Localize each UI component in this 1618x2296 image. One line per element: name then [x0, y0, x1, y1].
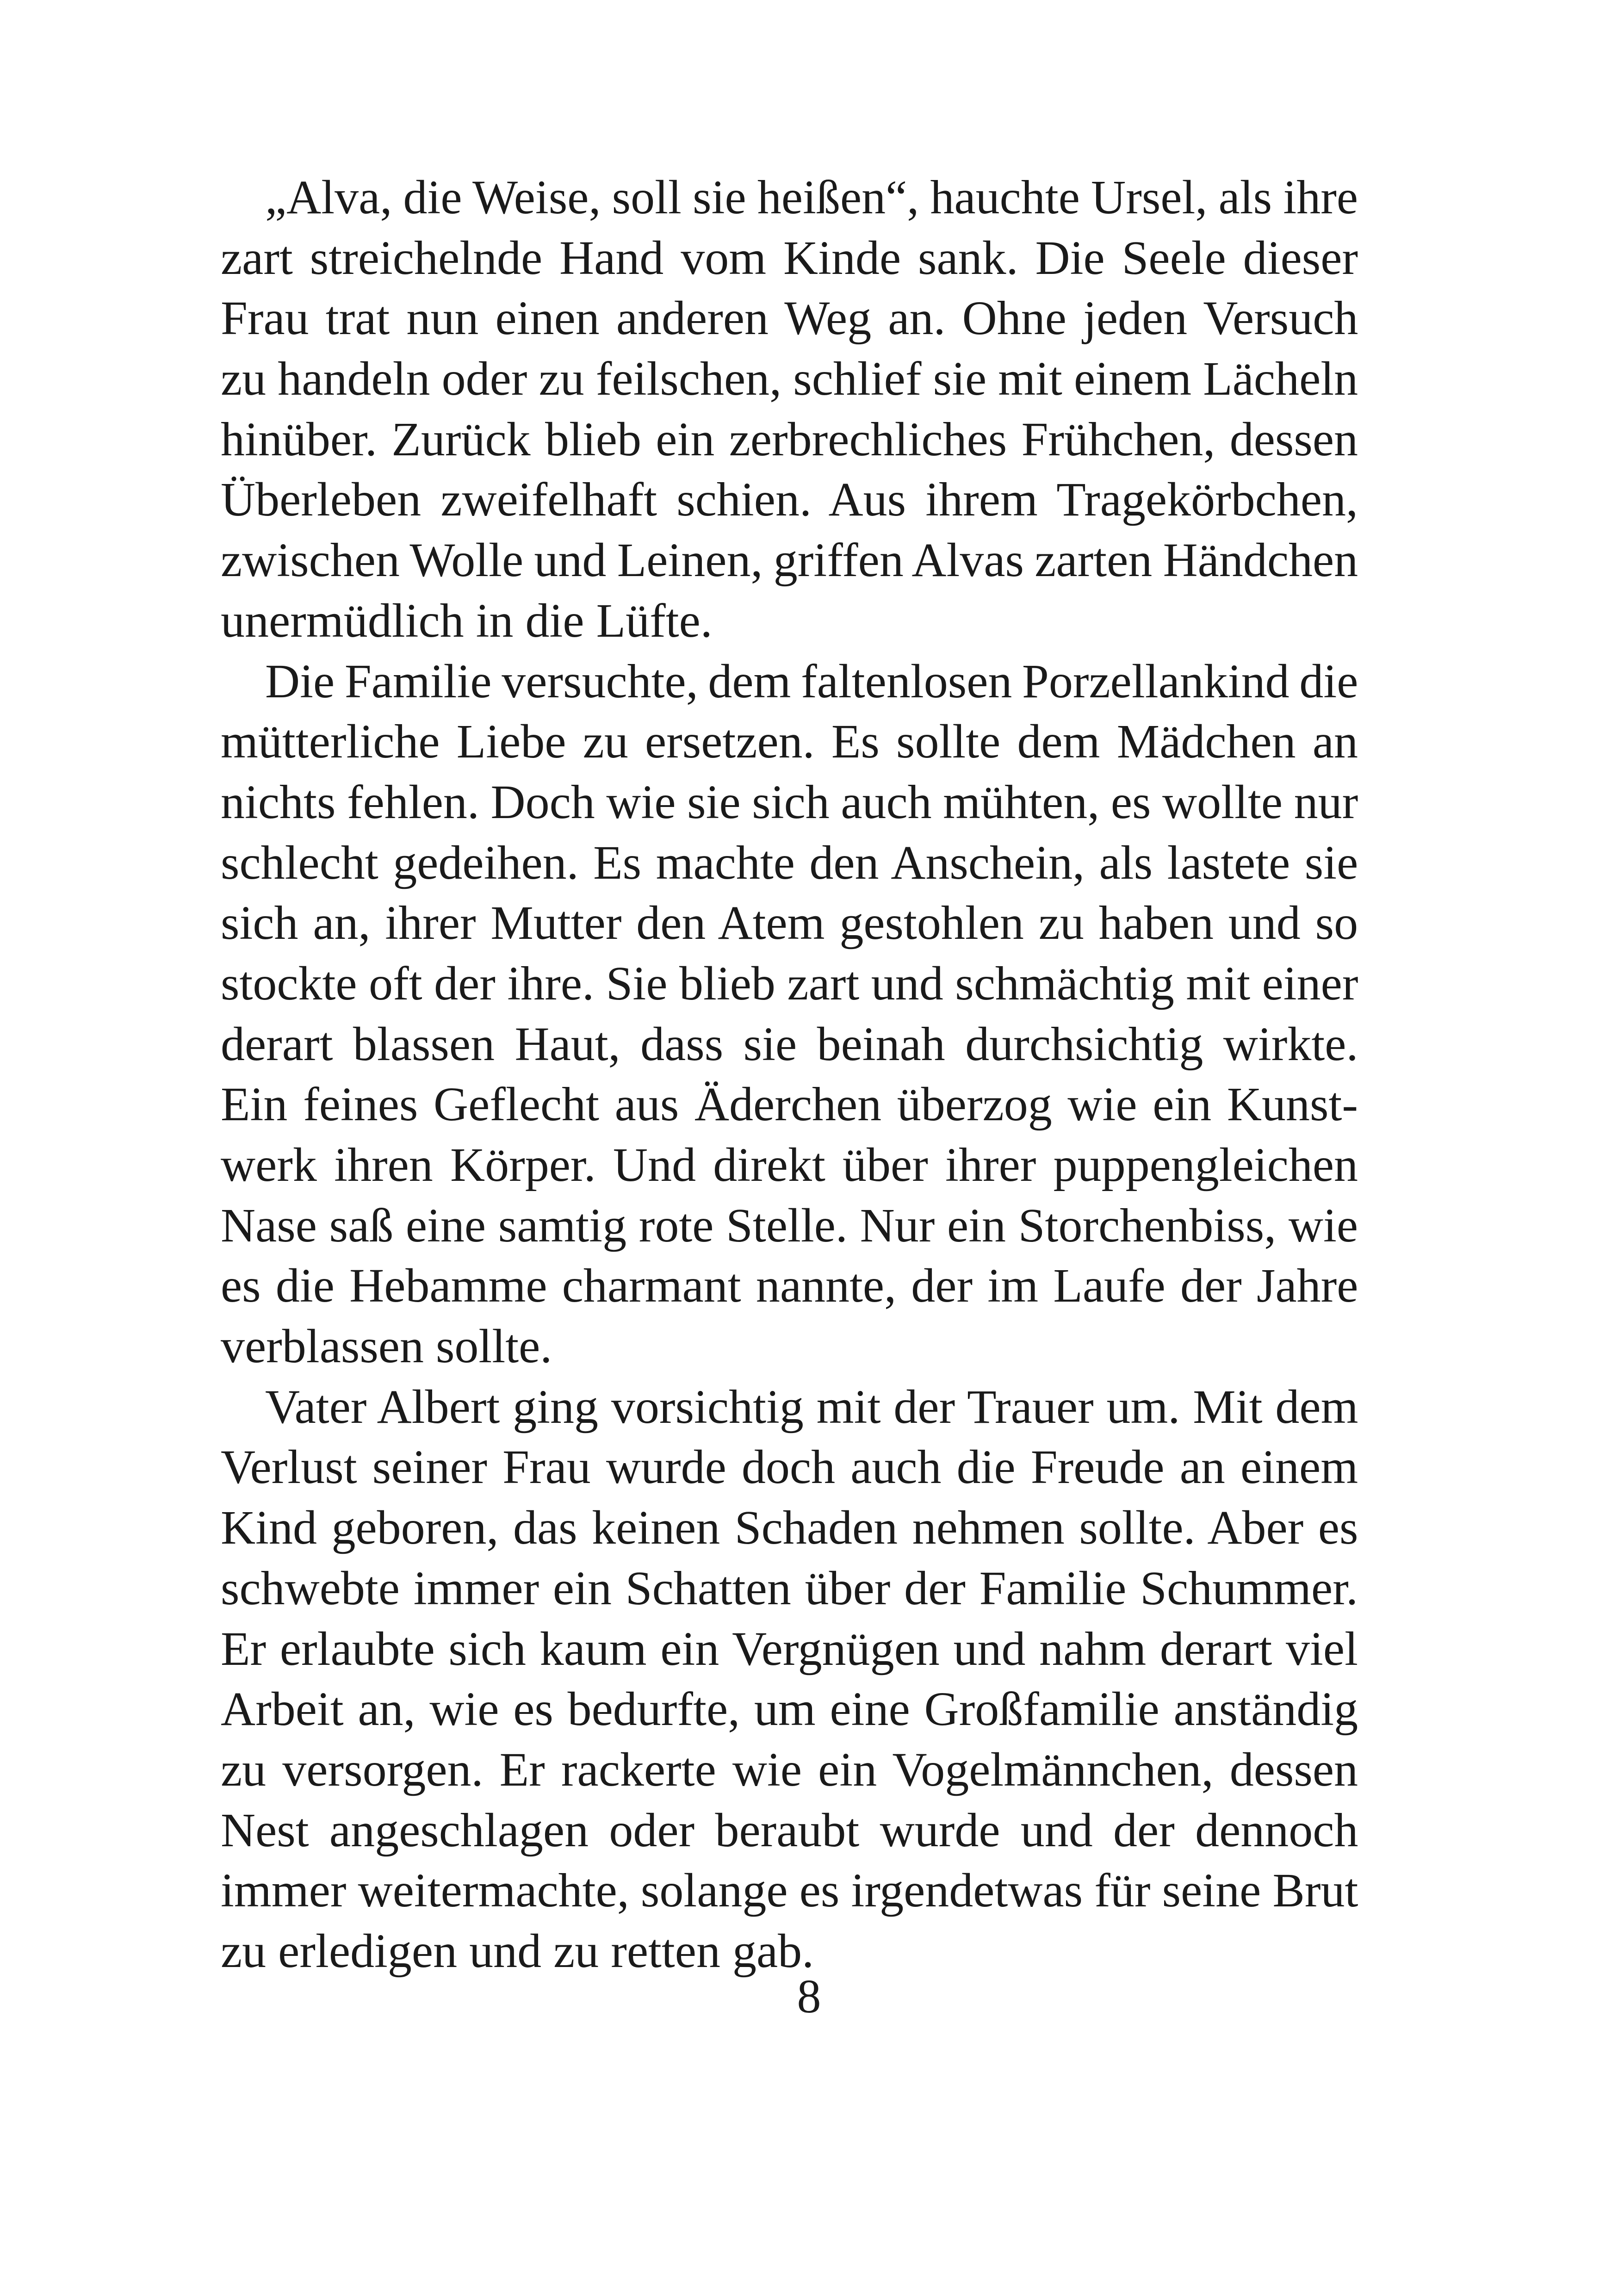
paragraph	[221, 652, 1358, 1377]
text-line: Ein feines Geflecht aus Äderchen überzog wie ein Kunst-	[221, 1078, 1358, 1131]
paragraph	[221, 168, 1358, 652]
text-line: sich an, ihrer Mutter den Atem gestohlen zu haben und so	[221, 896, 1358, 950]
text-line: Frau trat nun einen anderen Weg an. Ohne jeden Versuch	[221, 292, 1358, 345]
page-number: 8	[797, 1970, 821, 2023]
text-line: unermüdlich in die Lüfte.	[221, 594, 713, 647]
text-line: zart streichelnde Hand vom Kinde sank. Die Seele dieser	[221, 231, 1358, 285]
text-line: Vater Albert ging vorsichtig mit der Trauer um. Mit dem	[265, 1380, 1358, 1433]
text-line: zu versorgen. Er rackerte wie ein Vogelmännchen, dessen	[221, 1743, 1358, 1796]
text-line: schwebte immer ein Schatten über der Familie Schummer.	[221, 1561, 1358, 1615]
text-line: Arbeit an, wie es bedurfte, um eine Großfamilie anständig	[221, 1682, 1358, 1736]
text-line: es die Hebamme charmant nannte, der im Laufe der Jahre	[221, 1259, 1358, 1313]
text-line: mütterliche Liebe zu ersetzen. Es sollte dem Mädchen an	[221, 715, 1358, 769]
text-line: zu erledigen und zu retten gab.	[221, 1924, 814, 1978]
text-line: Er erlaubte sich kaum ein Vergnügen und nahm derart viel	[221, 1622, 1358, 1675]
text-line: verblassen sollte.	[221, 1320, 552, 1373]
text-line: hinüber. Zurück blieb ein zerbrechliches Frühchen, dessen	[221, 412, 1358, 466]
text-line: Überleben zweifelhaft schien. Aus ihrem Tragekörbchen,	[221, 473, 1358, 527]
text-line: Kind geboren, das keinen Schaden nehmen sollte. Aber es	[221, 1501, 1358, 1555]
text-line: werk ihren Körper. Und direkt über ihrer puppengleichen	[221, 1138, 1358, 1191]
body-text	[221, 168, 1358, 1982]
text-line: zu handeln oder zu feilschen, schlief sie mit einem Lächeln	[221, 352, 1358, 406]
text-line: derart blassen Haut, dass sie beinah durchsichtig wirkte.	[221, 1017, 1358, 1071]
text-line: „Alva, die Weise, soll sie heißen“, hauchte Ursel, als ihre	[265, 171, 1358, 224]
text-line: nichts fehlen. Doch wie sie sich auch mühten, es wollte nur	[221, 775, 1358, 829]
paragraph	[221, 1377, 1358, 1982]
text-line: immer weitermachte, solange es irgendetwas für seine Brut	[221, 1864, 1358, 1917]
text-line: stockte oft der ihre. Sie blieb zart und schmächtig mit einer	[221, 956, 1358, 1010]
text-line: Nest angeschlagen oder beraubt wurde und der dennoch	[221, 1803, 1358, 1857]
text-line: schlecht gedeihen. Es machte den Anschein, als lastete sie	[221, 836, 1358, 889]
text-line: Die Familie versuchte, dem faltenlosen Porzellankind die	[265, 654, 1358, 708]
text-line: Nase saß eine samtig rote Stelle. Nur ein Storchenbiss, wie	[221, 1198, 1358, 1252]
text-line: zwischen Wolle und Leinen, griffen Alvas zarten Händchen	[221, 534, 1358, 587]
text-line: Verlust seiner Frau wurde doch auch die Freude an einem	[221, 1440, 1358, 1494]
